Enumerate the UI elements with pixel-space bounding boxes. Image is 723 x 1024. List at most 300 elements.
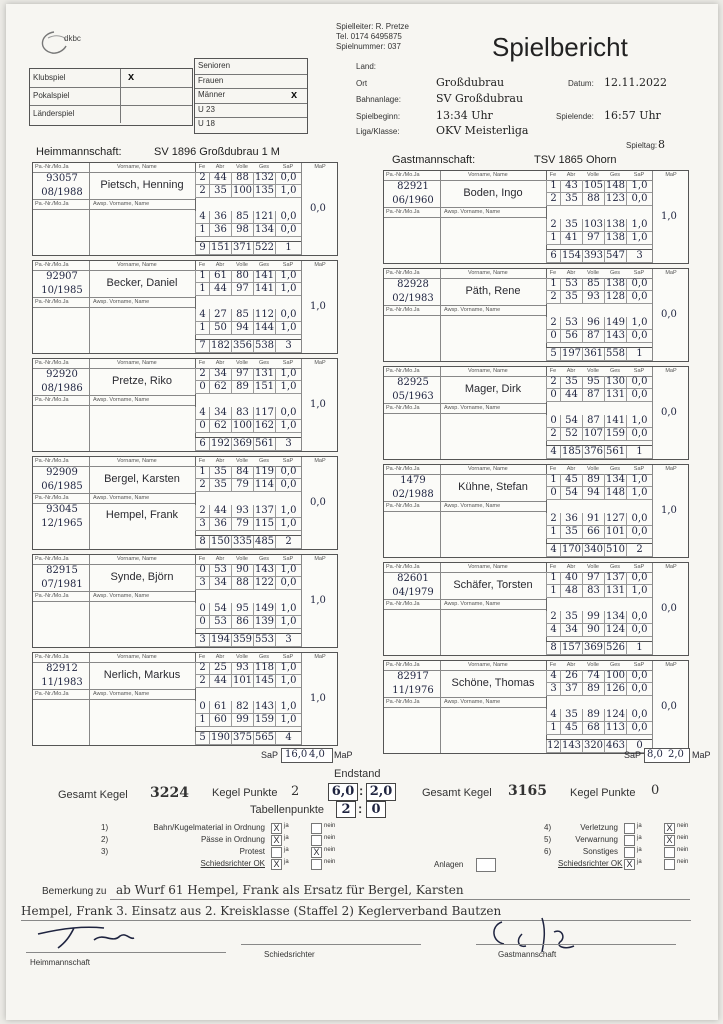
total-sap: 1 — [626, 446, 652, 458]
score-sap: 0,0 — [626, 572, 652, 584]
datum-value: 12.11.2022 — [604, 76, 667, 89]
score-ges: 151 — [254, 381, 275, 392]
score-row — [546, 572, 652, 585]
total-fe: 4 — [546, 446, 560, 458]
check-nein-box[interactable] — [311, 835, 322, 846]
score-sap: 1,0 — [626, 415, 652, 427]
sub-header — [384, 207, 546, 218]
total-volle: 359 — [232, 634, 253, 645]
volle-header: Volle — [236, 262, 248, 268]
guest-punkte-value: 0 — [651, 783, 660, 798]
volle-header: Volle — [587, 564, 599, 570]
player-table — [383, 366, 689, 460]
nein-label: nein — [677, 859, 689, 865]
tab-guest: 0 — [371, 802, 381, 817]
total-abr: 182 — [210, 340, 231, 351]
map-header: MaP — [314, 654, 326, 660]
home-signature-icon — [34, 922, 144, 952]
score-columns — [195, 261, 301, 353]
total-fe: 6 — [546, 250, 560, 262]
score-volle: 84 — [231, 466, 253, 478]
type-divider — [120, 69, 121, 87]
player-birth: 10/1985 — [41, 285, 83, 296]
total-fe: 3 — [195, 634, 209, 646]
volle-header: Volle — [236, 360, 248, 366]
player-name: Pietsch, Henning — [100, 179, 184, 191]
type-label: Klubspiel — [33, 73, 66, 82]
score-sap: 1,0 — [275, 381, 301, 393]
score-volle: 90 — [231, 564, 253, 576]
check-ja-box[interactable] — [271, 859, 282, 870]
player-name: Päth, Rene — [465, 285, 521, 297]
score-volle: 85 — [231, 309, 253, 321]
score-row — [195, 224, 301, 237]
name-header: Vorname, Name — [468, 270, 508, 276]
score-ges: 117 — [254, 407, 275, 418]
score-volle: 93 — [231, 662, 253, 674]
sub-header — [33, 493, 195, 504]
player-number: 82921 — [397, 181, 429, 192]
check-number: 1) — [101, 823, 109, 832]
score-sap: 1,0 — [626, 232, 652, 244]
player-header — [33, 261, 195, 271]
map-value: 1,0 — [661, 505, 677, 516]
total-abr: 185 — [561, 446, 582, 457]
score-columns — [195, 163, 301, 255]
sap-header: SaP — [633, 270, 645, 276]
score-sap: 0,0 — [275, 479, 301, 491]
pa-header: Pa.-Nr./Mo.Ja — [35, 556, 69, 562]
map-value: 0,0 — [310, 497, 326, 508]
player-header — [384, 563, 546, 573]
nein-label: nein — [324, 859, 336, 865]
score-row — [195, 466, 301, 479]
guest-sap-label: SaP — [624, 750, 642, 760]
pa-header: Pa.-Nr./Mo.Ja — [386, 503, 420, 509]
total-fe: 12 — [547, 740, 560, 751]
score-ges: 138 — [605, 278, 626, 289]
score-ges: 134 — [605, 474, 626, 485]
check-ja-box[interactable] — [271, 847, 282, 858]
sub-divider — [89, 405, 90, 451]
volle-header: Volle — [236, 458, 248, 464]
score-fe: 1 — [195, 270, 209, 282]
check-ja-box[interactable] — [271, 823, 282, 834]
category-row — [195, 88, 307, 104]
score-volle: 99 — [582, 611, 604, 623]
total-abr: 197 — [561, 348, 582, 359]
sub-divider — [89, 209, 90, 255]
score-sap: 1,0 — [275, 270, 301, 282]
total-row — [195, 633, 301, 647]
check-label: Verwarnung — [575, 835, 618, 844]
check-ja-box[interactable] — [271, 835, 282, 846]
check-nein-box[interactable] — [311, 823, 322, 834]
score-fe: 2 — [546, 317, 560, 329]
total-sap: 3 — [275, 340, 301, 352]
player-birth: 02/1983 — [392, 293, 434, 304]
check-nein-box[interactable] — [664, 835, 675, 846]
check-label: Verletzung — [580, 823, 618, 832]
player-table — [383, 464, 689, 558]
score-ges: 162 — [254, 420, 275, 431]
score-sap: 1,0 — [275, 322, 301, 334]
sub-header — [33, 591, 195, 602]
bahn-value: SV Großdubrau — [436, 92, 524, 105]
player-name: Schäfer, Torsten — [453, 579, 533, 591]
total-row — [195, 535, 301, 549]
sap-header: SaP — [282, 458, 294, 464]
fe-header: Fe — [549, 564, 557, 570]
score-volle: 97 — [231, 283, 253, 295]
check-nein-box[interactable] — [311, 847, 322, 858]
score-columns — [546, 269, 652, 361]
sub-number: 93045 — [46, 504, 78, 515]
map-value: 1,0 — [310, 693, 326, 704]
volle-header: Volle — [587, 662, 599, 668]
sap-header: SaP — [282, 654, 294, 660]
check-number: 5) — [544, 835, 552, 844]
score-columns — [195, 457, 301, 549]
category-row — [195, 117, 307, 132]
total-ges: 526 — [605, 642, 626, 653]
score-abr: 35 — [560, 193, 582, 205]
awsp-header: Awsp. Vorname, Name — [444, 699, 501, 705]
awsp-header: Awsp. Vorname, Name — [93, 201, 150, 207]
sig-line-heim — [26, 952, 226, 953]
ende-value: 16:57 Uhr — [604, 109, 661, 122]
player-name: Schöne, Thomas — [451, 677, 535, 689]
check-number: 4) — [544, 823, 552, 832]
score-volle: 82 — [231, 701, 253, 713]
awsp-header: Awsp. Vorname, Name — [93, 495, 150, 501]
type-row — [30, 105, 192, 123]
home-sap-sum: 16,0 — [285, 749, 308, 760]
home-punkte-value: 2 — [291, 784, 300, 799]
score-fe: 1 — [195, 224, 209, 236]
map-value: 0,0 — [310, 203, 326, 214]
score-fe: 0 — [195, 420, 209, 432]
total-fe: 5 — [546, 348, 560, 360]
score-abr: 53 — [209, 564, 231, 576]
player-name: Mager, Dirk — [464, 383, 522, 395]
type-label: Pokalspiel — [33, 91, 70, 100]
tab-colon: : — [358, 801, 363, 816]
ges-header: Ges — [609, 270, 621, 276]
check-nein-box[interactable] — [664, 823, 675, 834]
ges-header: Ges — [609, 662, 621, 668]
score-sap: 0,0 — [626, 683, 652, 695]
check-ja-box[interactable] — [624, 823, 635, 834]
volle-header: Volle — [236, 164, 248, 170]
score-sap: 1,0 — [275, 420, 301, 432]
player-birth: 08/1986 — [41, 383, 83, 394]
category-label: Männer — [198, 90, 226, 100]
page-title: Spielbericht — [492, 32, 628, 62]
total-row — [546, 249, 652, 263]
map-column — [652, 171, 689, 263]
score-sap: 0,0 — [626, 291, 652, 303]
category-row — [195, 74, 307, 90]
total-row — [546, 347, 652, 361]
score-fe: 1 — [546, 474, 560, 486]
score-row — [546, 474, 652, 487]
score-sap: 0,0 — [626, 709, 652, 721]
ges-header: Ges — [258, 262, 270, 268]
score-abr: 54 — [209, 603, 231, 615]
score-abr: 50 — [209, 322, 231, 334]
bahn-label: Bahnanlage: — [356, 95, 401, 104]
guest-kegel-value: 3165 — [508, 783, 547, 799]
score-sap: 1,0 — [275, 675, 301, 687]
awsp-header: Awsp. Vorname, Name — [93, 397, 150, 403]
total-ges: 547 — [605, 250, 626, 261]
score-row — [195, 381, 301, 394]
score-row — [195, 185, 301, 198]
sub-divider — [89, 699, 90, 745]
category-label: U 18 — [198, 119, 215, 129]
score-volle: 68 — [582, 722, 604, 734]
player-number: 82915 — [46, 565, 78, 576]
awsp-header: Awsp. Vorname, Name — [93, 593, 150, 599]
pa-header: Pa.-Nr./Mo.Ja — [35, 495, 69, 501]
sub-header — [33, 395, 195, 406]
tabelle-label: Tabellenpunkte — [250, 804, 325, 816]
score-sap: 0,0 — [275, 309, 301, 321]
score-ges: 130 — [605, 376, 626, 387]
score-row — [546, 428, 652, 441]
score-ges: 122 — [254, 577, 275, 588]
player-number: 1479 — [400, 475, 426, 486]
score-fe: 2 — [195, 505, 209, 517]
check-ja-box[interactable] — [624, 835, 635, 846]
score-volle: 89 — [231, 381, 253, 393]
fe-header: Fe — [549, 662, 557, 668]
total-volle: 371 — [232, 242, 253, 253]
score-sap: 1,0 — [275, 714, 301, 726]
map-header: MaP — [314, 262, 326, 268]
check-nein-mark: X — [313, 847, 320, 857]
abr-header: Abr — [215, 458, 225, 464]
spielleiter: Spielleiter: R. Pretze — [336, 22, 409, 31]
score-sap: 0,0 — [626, 389, 652, 401]
score-volle: 88 — [231, 172, 253, 184]
check-ja-box[interactable] — [624, 859, 635, 870]
player-number: 82601 — [397, 573, 429, 584]
score-sap: 0,0 — [626, 193, 652, 205]
fe-header: Fe — [549, 368, 557, 374]
pa-header: Pa.-Nr./Mo.Ja — [35, 201, 69, 207]
total-sap: 1 — [626, 642, 652, 654]
volle-header: Volle — [587, 466, 599, 472]
player-birth: 06/1985 — [41, 481, 83, 492]
home-sap-label: SaP — [261, 750, 279, 760]
pa-header: Pa.-Nr./Mo.Ja — [35, 164, 69, 170]
score-abr: 27 — [209, 309, 231, 321]
beginn-label: Spielbeginn: — [356, 112, 401, 121]
ja-label: ja — [284, 847, 289, 853]
score-volle: 74 — [582, 670, 604, 682]
check-label: Pässe in Ordnung — [200, 835, 265, 844]
sub-divider — [440, 315, 441, 361]
check-number: 6) — [544, 847, 552, 856]
fe-header: Fe — [198, 360, 206, 366]
player-number: 82928 — [397, 279, 429, 290]
score-volle: 89 — [582, 474, 604, 486]
map-value: 0,0 — [661, 309, 677, 320]
player-birth: 02/1988 — [392, 489, 434, 500]
score-abr: 44 — [209, 172, 231, 184]
check-label: Schiedsrichter OK — [558, 859, 623, 868]
score-abr: 45 — [560, 722, 582, 734]
score-fe: 1 — [195, 466, 209, 478]
ja-label: ja — [637, 859, 642, 865]
player-header — [33, 359, 195, 369]
score-fe: 3 — [195, 518, 209, 530]
score-columns — [546, 171, 652, 263]
score-abr: 62 — [209, 420, 231, 432]
anlagen-checkbox[interactable] — [476, 858, 496, 872]
guest-team-name: TSV 1865 Ohorn — [534, 154, 617, 166]
player-number: 92920 — [46, 369, 78, 380]
score-ges: 145 — [254, 675, 275, 686]
score-sap: 0,0 — [626, 428, 652, 440]
player-birth: 04/1979 — [392, 587, 434, 598]
volle-header: Volle — [587, 270, 599, 276]
sub-header — [384, 697, 546, 708]
endstand-guest-box — [366, 783, 396, 801]
score-abr: 44 — [560, 389, 582, 401]
score-sap: 1,0 — [275, 603, 301, 615]
score-volle: 98 — [231, 224, 253, 236]
abr-header: Abr — [215, 654, 225, 660]
guest-punkte-label: Kegel Punkte — [570, 787, 636, 799]
total-ges: 561 — [605, 446, 626, 457]
player-name: Pretze, Riko — [112, 375, 172, 387]
score-volle: 87 — [582, 415, 604, 427]
score-row — [546, 389, 652, 402]
sap-header: SaP — [282, 262, 294, 268]
score-row — [195, 283, 301, 296]
spielnummer: Spielnummer: 037 — [336, 42, 401, 51]
abr-header: Abr — [566, 172, 576, 178]
sub-divider — [440, 609, 441, 655]
score-row — [546, 219, 652, 232]
score-volle: 97 — [231, 368, 253, 380]
sap-header: SaP — [633, 466, 645, 472]
player-table — [383, 170, 689, 264]
sap-header: SaP — [633, 662, 645, 668]
home-map-sum: 4,0 — [309, 749, 325, 760]
pa-header: Pa.-Nr./Mo.Ja — [386, 564, 420, 570]
sub-header — [384, 403, 546, 414]
total-abr: 194 — [210, 634, 231, 645]
score-row — [195, 714, 301, 727]
score-volle: 87 — [582, 330, 604, 342]
score-abr: 44 — [209, 675, 231, 687]
map-header: MaP — [665, 270, 677, 276]
nein-label: nein — [677, 847, 689, 853]
score-volle: 87 — [582, 389, 604, 401]
score-sap: 0,0 — [626, 513, 652, 525]
player-header — [384, 465, 546, 475]
score-volle: 79 — [231, 518, 253, 530]
player-table — [32, 260, 338, 354]
score-fe: 1 — [546, 278, 560, 290]
check-ja-box[interactable] — [624, 847, 635, 858]
player-table — [32, 554, 338, 648]
score-columns — [546, 661, 652, 753]
check-nein-box[interactable] — [664, 847, 675, 858]
score-row — [546, 670, 652, 683]
score-abr: 36 — [209, 518, 231, 530]
pa-header: Pa.-Nr./Mo.Ja — [35, 360, 69, 366]
total-row — [546, 641, 652, 655]
score-abr: 48 — [560, 585, 582, 597]
map-column — [652, 269, 689, 361]
score-row — [546, 624, 652, 637]
score-volle: 107 — [583, 428, 604, 439]
sub-divider — [89, 503, 90, 549]
total-sap: 1 — [626, 348, 652, 360]
score-abr: 35 — [560, 291, 582, 303]
score-abr: 36 — [209, 211, 231, 223]
map-column — [652, 661, 689, 753]
score-abr: 35 — [560, 709, 582, 721]
ja-label: ja — [637, 835, 642, 841]
score-row — [546, 585, 652, 598]
total-abr: 192 — [210, 438, 231, 449]
player-table — [32, 456, 338, 550]
total-volle: 356 — [232, 340, 253, 351]
score-abr: 52 — [560, 428, 582, 440]
fe-header: Fe — [549, 172, 557, 178]
score-fe: 3 — [546, 683, 560, 695]
score-fe: 2 — [546, 291, 560, 303]
check-nein-box[interactable] — [664, 859, 675, 870]
score-ges: 143 — [254, 701, 275, 712]
awsp-header: Awsp. Vorname, Name — [444, 503, 501, 509]
player-name: Kühne, Stefan — [458, 481, 528, 493]
sub-divider — [440, 511, 441, 557]
player-info — [33, 555, 196, 647]
score-abr: 35 — [209, 185, 231, 197]
total-abr: 150 — [210, 536, 231, 547]
player-birth: 05/1963 — [392, 391, 434, 402]
score-sap: 1,0 — [275, 505, 301, 517]
score-sap: 0,0 — [626, 330, 652, 342]
name-header: Vorname, Name — [468, 172, 508, 178]
check-nein-box[interactable] — [311, 859, 322, 870]
fe-header: Fe — [549, 270, 557, 276]
tab-home: 2 — [341, 802, 351, 817]
type-label: Länderspiel — [33, 109, 75, 118]
home-kegel-label: Gesamt Kegel — [58, 789, 128, 801]
type-row — [30, 87, 192, 106]
map-column — [301, 555, 338, 647]
sub-name: Hempel, Frank — [105, 509, 179, 521]
score-volle: 93 — [582, 291, 604, 303]
pa-header: Pa.-Nr./Mo.Ja — [35, 691, 69, 697]
sig-line-schiri — [241, 944, 421, 945]
player-info — [384, 563, 547, 655]
map-value: 1,0 — [310, 595, 326, 606]
score-volle: 85 — [582, 278, 604, 290]
score-sap: 1,0 — [626, 474, 652, 486]
map-column — [301, 163, 338, 255]
score-volle: 94 — [582, 487, 604, 499]
score-row — [546, 415, 652, 428]
